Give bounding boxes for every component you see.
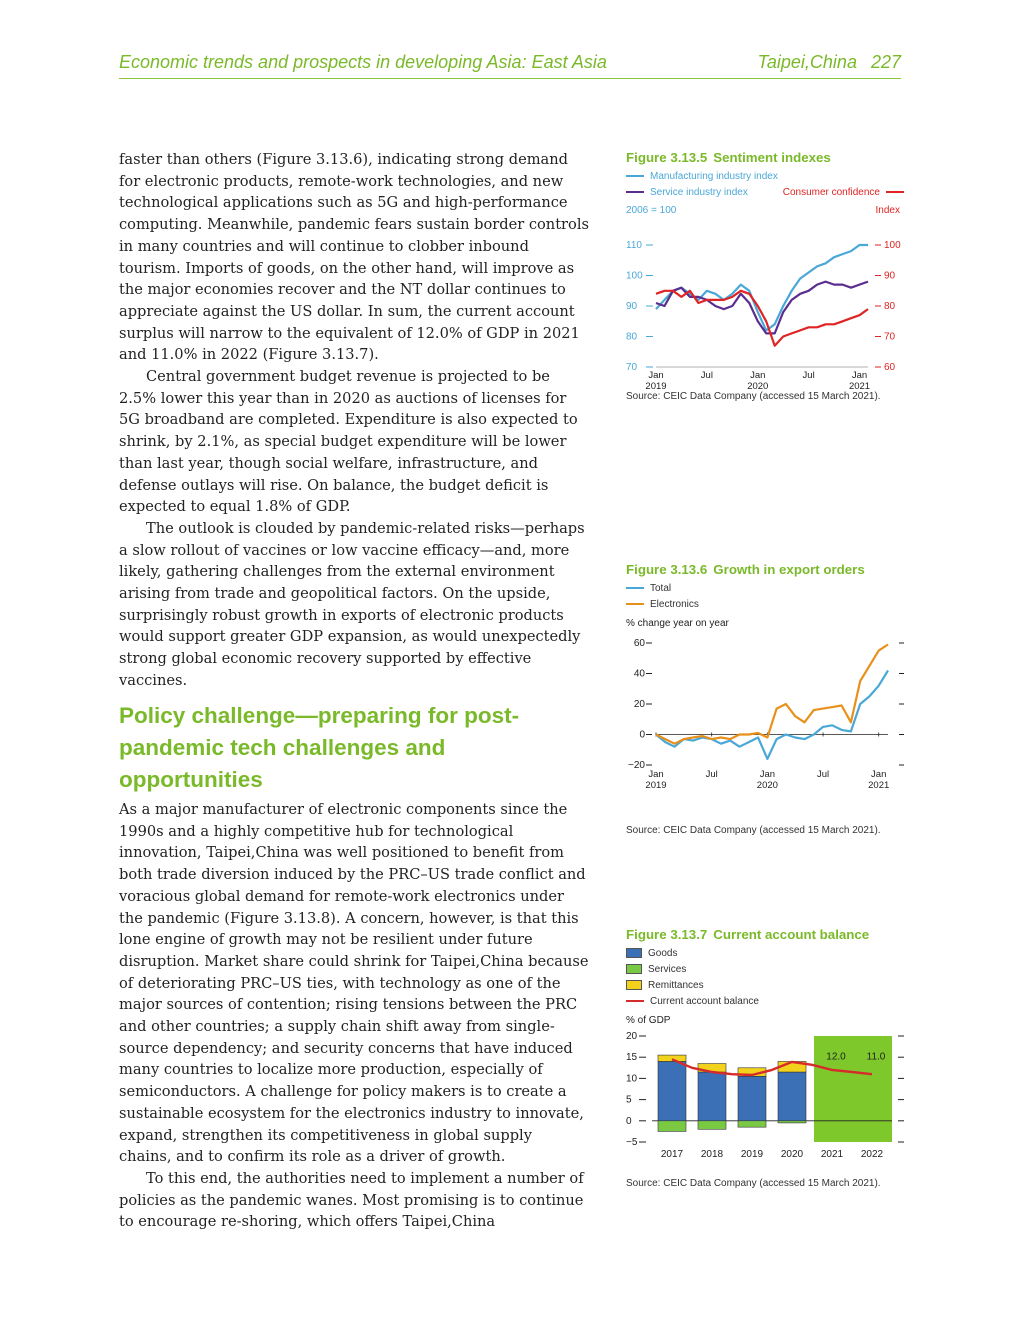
bar-goods-2018 xyxy=(698,1072,726,1121)
legend-item-ca-balance xyxy=(626,994,916,1010)
bar-goods-2019 xyxy=(738,1076,766,1121)
y-tick-label: 60 xyxy=(633,638,645,649)
data-label-2022: 11.0 xyxy=(866,1051,886,1063)
y-tick-label: −5 xyxy=(626,1137,638,1148)
x-tick-year: 2020 xyxy=(756,780,778,791)
y-tick-label-right: 60 xyxy=(884,362,896,373)
y-axis-unit: % of GDP xyxy=(626,1015,671,1026)
body-paragraph: faster than others (Figure 3.13.6), indicating strong demand for electronic products, remote-work technologies, and new technological applications such as 5G and high-performance computing. Meanwhile, pandemic fears sustain border controls in many countries and will continue to clobber inbound tourism. Imports of goods, on the other hand, will improve as the major economies recover and the NT dollar continues to appreciate against the US dollar. In sum, the current account surplus will narrow to the equivalent of 12.0% of GDP in 2021 and 11.0% in 2022 (Figure 3.13.7). xyxy=(119,151,589,364)
legend-label: Current account balance xyxy=(650,996,759,1007)
figure-export-orders xyxy=(626,562,916,836)
y-tick-label-right: 80 xyxy=(884,301,896,312)
series-line-consumer-confidence xyxy=(656,291,868,346)
data-label-2021: 12.0 xyxy=(826,1051,846,1063)
legend-swatch xyxy=(626,964,642,974)
figure-number: Figure 3.13.7 xyxy=(626,927,708,942)
series-line-manufacturing-industry-index xyxy=(656,245,868,330)
legend-swatch xyxy=(626,603,644,605)
y-tick-label-left: 70 xyxy=(626,362,638,373)
y-tick-label: 20 xyxy=(626,1031,638,1042)
body-paragraph: Central government budget revenue is projected to be 2.5% lower this year than in 2020 as auctions of licenses for 5G broadband are completed. Expenditure is also expected to shrink, by 2.1%, as special budget expenditure will be lower than last year, though social welfare, infrastructure, and defense outlays will rise. On balance, the budget deficit is expected to equal 1.8% of GDP. xyxy=(119,368,578,516)
legend-item-manufacturing xyxy=(626,169,916,185)
figure-source: Source: CEIC Data Company (accessed 15 March 2021). xyxy=(626,391,881,402)
y-tick-label-left: 80 xyxy=(626,331,638,343)
y-tick-label: 10 xyxy=(626,1073,638,1085)
legend-swatch xyxy=(626,175,644,177)
bar-services-2020 xyxy=(778,1121,806,1123)
legend-swatch xyxy=(626,948,642,958)
legend-item-electronics xyxy=(626,597,916,613)
page-number: 227 xyxy=(870,52,901,72)
legend-label: Manufacturing industry index xyxy=(650,171,778,182)
x-tick-label: Jan xyxy=(750,370,766,381)
figure-title-text: Growth in export orders xyxy=(713,562,865,577)
body-text-top xyxy=(119,149,589,692)
legend-swatch xyxy=(626,587,644,589)
bar-goods-2020 xyxy=(778,1072,806,1121)
figure-title-text: Sentiment indexes xyxy=(713,150,831,165)
legend-row-2 xyxy=(626,185,904,201)
body-paragraph: As a major manufacturer of electronic components since the 1990s and a highly competitive hub for technological innovation, Taipei,China was well positioned to benefit from both trade diversion induced by the PRC–US trade conflict and voracious global demand for remote-work electronics under the pandemic (Figure 3.13.8). A concern, however, is that this lone engine of growth may not be resilient under future disruption. Market share could shrink for Taipei,China because of deteriorating PRC–US ties, with technology as one of the major sources of contention; rising tensions between the PRC and other countries; a supply chain shift away from single-source dependency; and security concerns that have induced many countries to localize more production, especially of semiconductors. A challenge for policy makers is to create a sustainable ecosystem for the electronics industry to innovate, expand, strengthen its competitiveness in global supply chains, and to confirm its role as a driver of growth. xyxy=(119,801,589,1166)
y-tick-label-left: 100 xyxy=(626,270,643,282)
x-tick-label: Jan xyxy=(648,769,664,780)
x-tick-label: 2022 xyxy=(860,1149,884,1160)
legend-swatch xyxy=(626,191,644,193)
x-tick-year: 2021 xyxy=(848,381,871,391)
legend-item-services xyxy=(626,962,916,978)
figure-title xyxy=(626,150,916,165)
figure-sentiment-indexes xyxy=(626,150,916,402)
x-tick-label: 2019 xyxy=(740,1149,764,1160)
right-axis-unit: Index xyxy=(875,205,900,216)
body-text-bottom xyxy=(119,799,589,1233)
figure-title xyxy=(626,927,916,942)
bar-services-2017 xyxy=(658,1121,686,1132)
y-tick-label: 0 xyxy=(626,1115,632,1127)
x-tick-label: Jan xyxy=(759,769,776,780)
y-tick-label: 40 xyxy=(633,668,645,680)
y-tick-label-left: 90 xyxy=(626,301,638,312)
legend-item-goods xyxy=(626,946,916,962)
legend-swatch xyxy=(626,980,642,990)
running-header xyxy=(119,52,901,79)
y-tick-label: −20 xyxy=(628,760,645,771)
legend-item-service xyxy=(626,187,748,198)
figure-source: Source: CEIC Data Company (accessed 15 March 2021). xyxy=(626,825,881,836)
y-tick-label: 20 xyxy=(633,699,645,710)
x-tick-label: 2021 xyxy=(820,1149,844,1160)
y-tick-label: 0 xyxy=(639,729,645,741)
x-tick-label: 2020 xyxy=(780,1149,804,1160)
x-tick-year: 2019 xyxy=(645,780,667,791)
bar-services-2018 xyxy=(698,1121,726,1129)
series-line-electronics xyxy=(656,645,888,744)
y-tick-label-right: 90 xyxy=(884,270,896,282)
legend-label: Total xyxy=(650,583,672,594)
x-tick-label: 2018 xyxy=(700,1149,724,1160)
legend-swatch xyxy=(886,191,904,193)
figure-source: Source: CEIC Data Company (accessed 15 March 2021). xyxy=(626,1178,881,1189)
y-tick-label: 15 xyxy=(626,1052,638,1064)
section-heading: Policy challenge—preparing for post-pandemic tech challenges and opportunities xyxy=(119,703,520,792)
y-tick-label-right: 70 xyxy=(884,331,896,343)
current-account-chart xyxy=(626,1010,916,1178)
y-tick-label-left: 110 xyxy=(626,240,642,251)
x-tick-label: Jan xyxy=(851,370,868,381)
figure-number: Figure 3.13.5 xyxy=(626,150,708,165)
bar-goods-2017 xyxy=(658,1061,686,1120)
x-tick-year: 2021 xyxy=(868,780,890,791)
x-tick-label: Jan xyxy=(648,370,664,381)
body-paragraph: The outlook is clouded by pandemic-related risks—perhaps a slow rollout of vaccines or low vaccine efficacy—and, more likely, gathering challenges from the external environment arising from trade and geopolitical factors. On the upside, surprisingly robust growth in exports of electronic products would support greater GDP expansion, as would unexpectedly strong global economic recovery supported by effective vaccines. xyxy=(119,519,585,689)
legend-item-remittances xyxy=(626,978,916,994)
figure-title xyxy=(626,562,916,577)
export-orders-chart xyxy=(626,613,916,825)
legend-item-consumer xyxy=(783,185,904,201)
y-tick-label: 5 xyxy=(626,1094,632,1106)
running-header-right xyxy=(758,52,901,73)
x-tick-label: 2017 xyxy=(660,1149,684,1160)
x-tick-label: Jul xyxy=(816,769,830,780)
legend-label: Remittances xyxy=(648,980,704,991)
x-tick-label: Jul xyxy=(700,370,713,381)
x-tick-label: Jul xyxy=(802,370,815,381)
body-paragraph: To this end, the authorities need to implement a number of policies as the pandemic wanes. Most promising is to continue to encourage re-shoring, which offers Taipei,China xyxy=(119,1169,584,1231)
running-header-title: Economic trends and prospects in developing Asia: East Asia xyxy=(119,52,607,72)
bar-services-2019 xyxy=(738,1121,766,1127)
legend-label: Electronics xyxy=(650,599,699,610)
figure-current-account xyxy=(626,927,916,1189)
x-tick-year: 2019 xyxy=(645,381,667,391)
legend-label: Goods xyxy=(648,948,678,959)
legend-swatch xyxy=(626,1000,644,1002)
x-tick-label: Jul xyxy=(705,769,718,780)
figure-number: Figure 3.13.6 xyxy=(626,562,708,577)
x-tick-label: Jan xyxy=(871,769,887,780)
y-tick-label-right: 100 xyxy=(884,240,901,251)
x-tick-year: 2020 xyxy=(747,381,769,391)
figure-title-text: Current account balance xyxy=(713,927,870,942)
running-header-economy: Taipei,China xyxy=(757,52,857,72)
left-axis-unit: 2006 = 100 xyxy=(626,205,677,216)
legend-label: Consumer confidence xyxy=(782,187,880,198)
series-line-service-industry-index xyxy=(656,282,868,334)
sentiment-chart xyxy=(626,201,916,391)
y-axis-unit: % change year on year xyxy=(626,618,729,629)
legend-item-total xyxy=(626,581,916,597)
legend-label: Services xyxy=(648,964,687,975)
legend-label: Service industry index xyxy=(650,187,748,198)
